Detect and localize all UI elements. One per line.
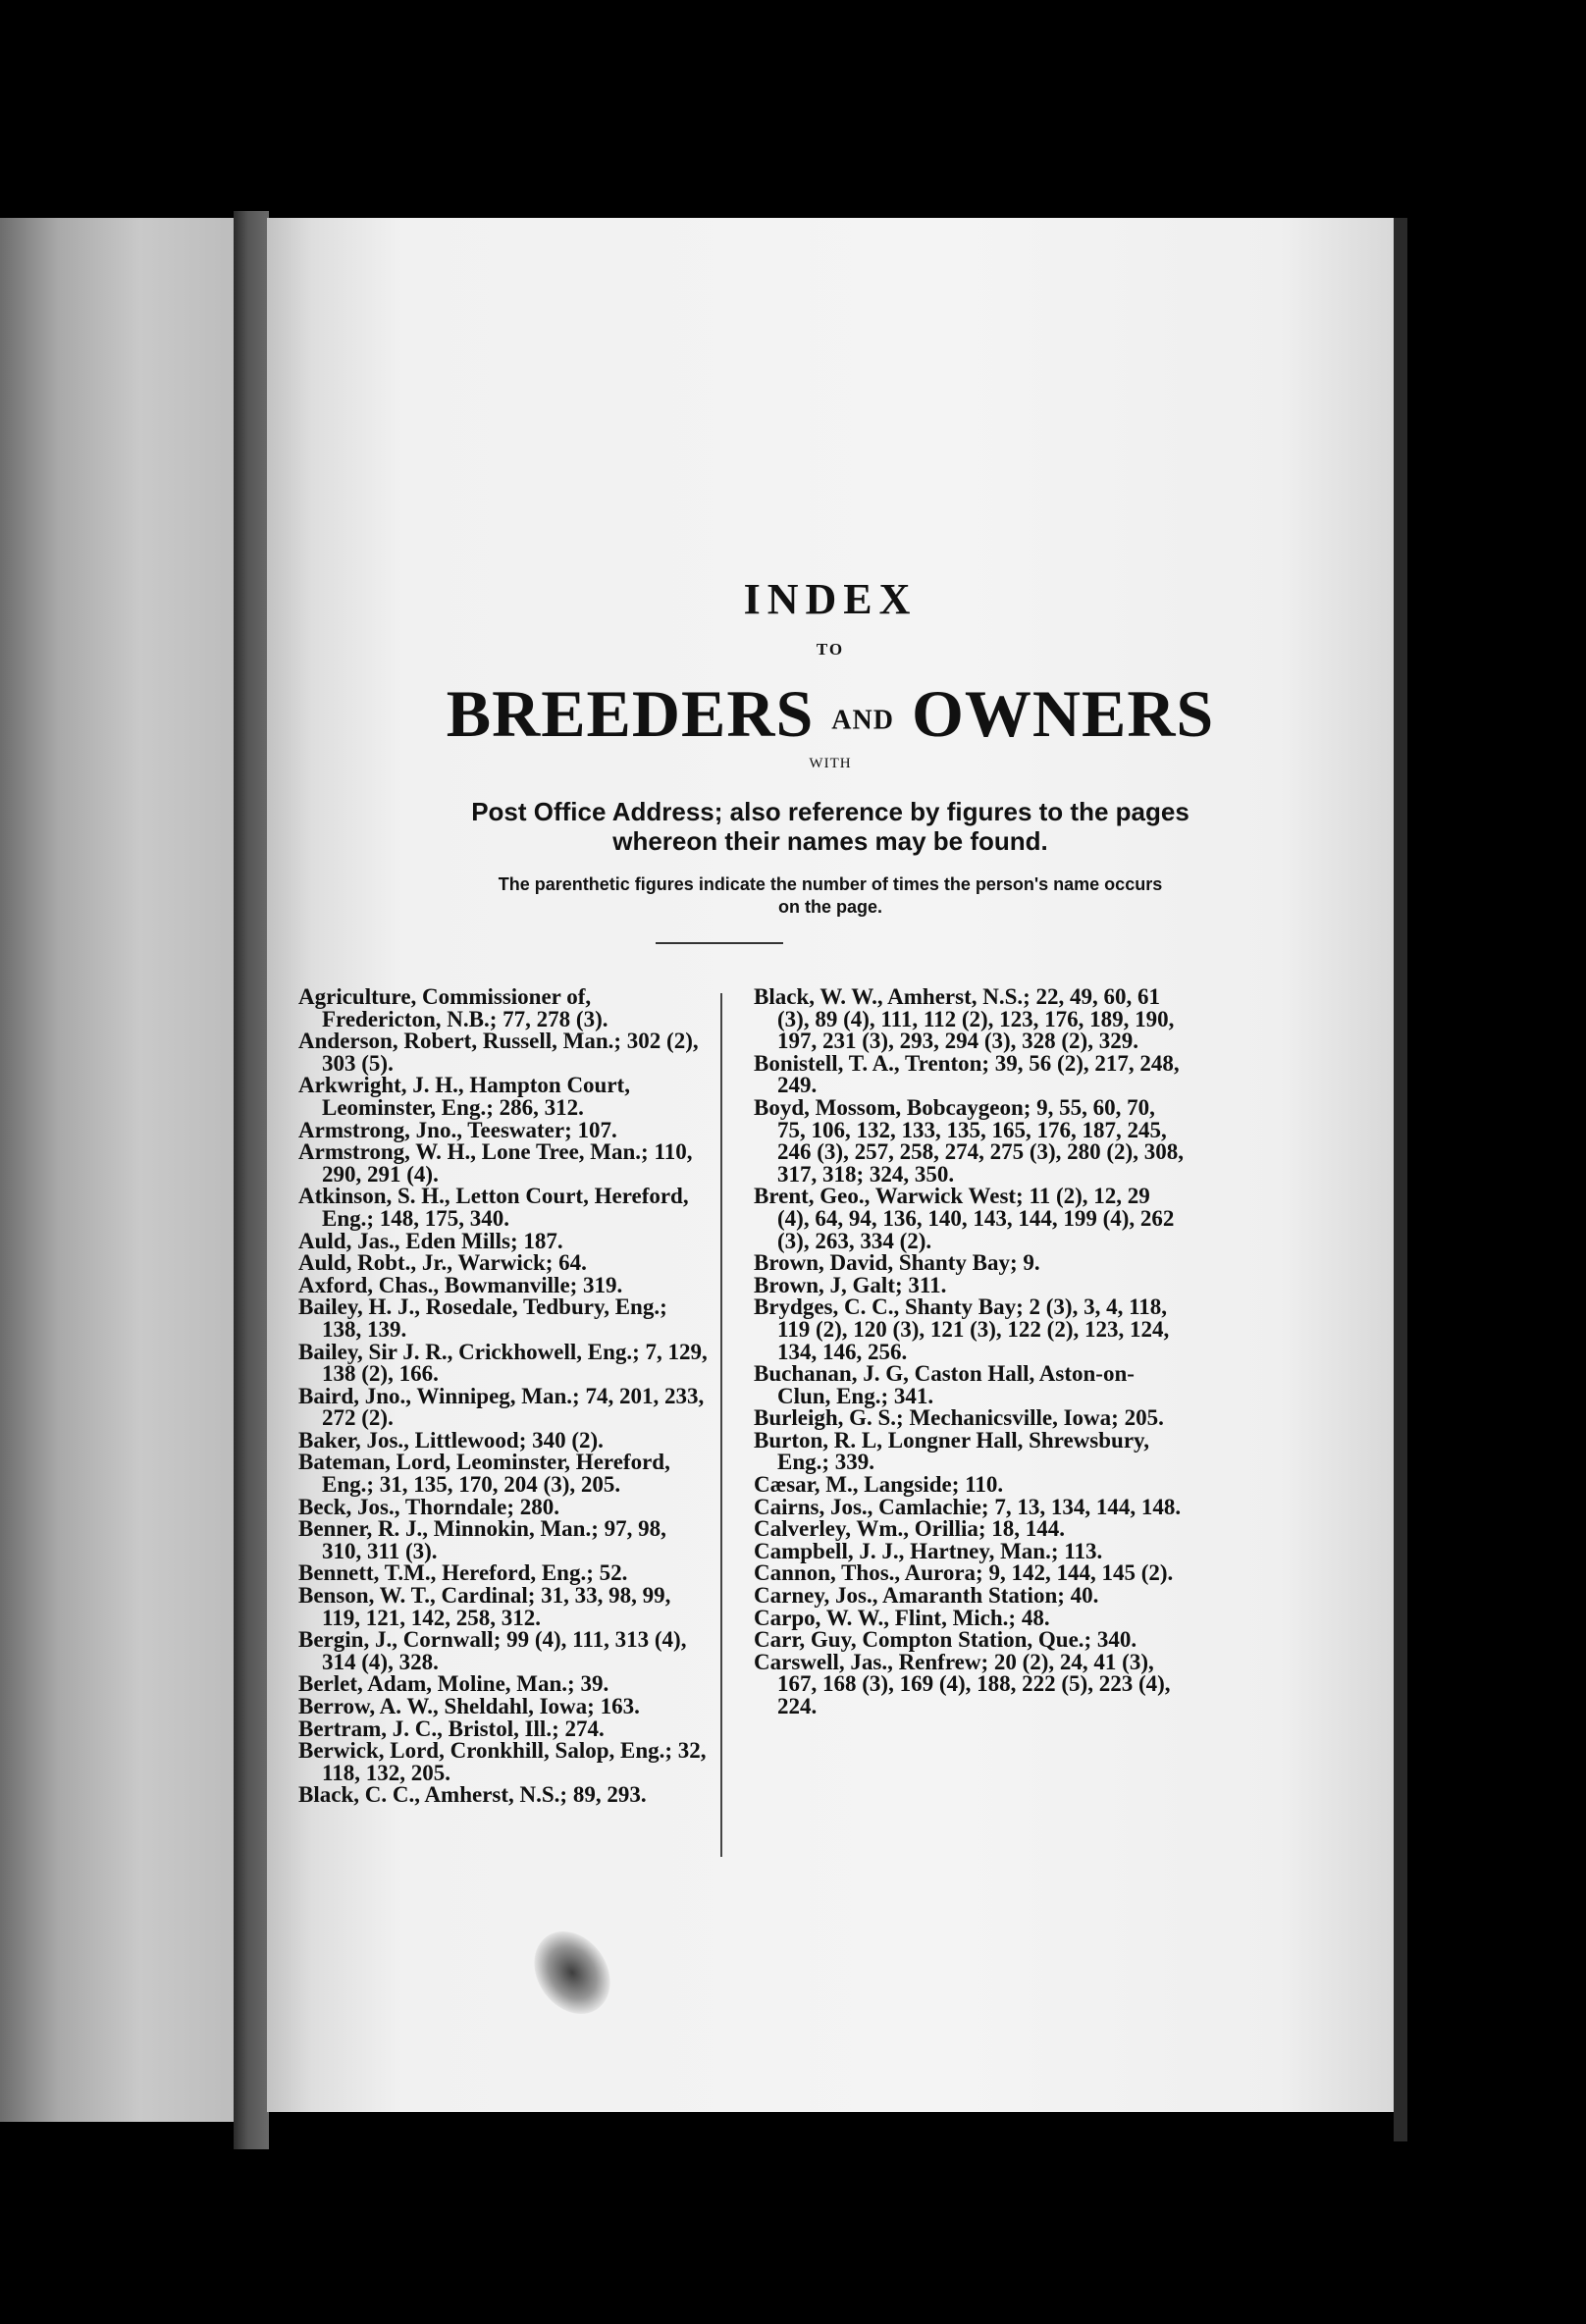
index-entry: Carr, Guy, Compton Station, Que.; 340. xyxy=(754,1627,1137,1653)
index-entry: Armstrong, W. H., Lone Tree, Man.; 110, 290, 291 (4). xyxy=(298,1139,693,1187)
index-entry: Burleigh, G. S.; Mechanicsville, Iowa; 205. xyxy=(754,1405,1164,1431)
page-right-edge xyxy=(1394,218,1407,2141)
index-entry: Burton, R. L, Longner Hall, Shrewsbury, Eng.; 339. xyxy=(754,1427,1150,1475)
index-entry: Brydges, C. C., Shanty Bay; 2 (3), 3, 4, 118, 119 (2), 120 (3), 121 (3), 122 (2), 123, 124, 134, 146, 256. xyxy=(754,1294,1170,1364)
main-heading-breeders: BREEDERS xyxy=(446,676,815,751)
index-entry: Beck, Jos., Thorndale; 280. xyxy=(298,1494,560,1519)
index-entry: Carney, Jos., Amaranth Station; 40. xyxy=(754,1583,1099,1609)
index-entry: Bonistell, T. A., Trenton; 39, 56 (2), 217, 248, 249. xyxy=(754,1050,1180,1098)
main-heading-and: AND xyxy=(831,705,894,736)
index-entry: Axford, Chas., Bowmanville; 319. xyxy=(298,1272,623,1297)
subtitle-line-2: whereon their names may be found. xyxy=(612,826,1048,856)
index-entry: Calverley, Wm., Orillia; 18, 144. xyxy=(754,1516,1066,1542)
index-entry: Black, C. C., Amherst, N.S.; 89, 293. xyxy=(298,1782,647,1808)
index-entry: Bertram, J. C., Bristol, Ill.; 274. xyxy=(298,1716,605,1741)
index-entry: Brown, David, Shanty Bay; 9. xyxy=(754,1250,1040,1276)
main-heading xyxy=(267,675,1394,753)
index-entry: Carpo, W. W., Flint, Mich.; 48. xyxy=(754,1605,1050,1630)
index-column-left xyxy=(298,986,711,1807)
index-entry: Carswell, Jas., Renfrew; 20 (2), 24, 41 (3), 167, 168 (3), 169 (4), 188, 222 (5), 223 (4), 224. xyxy=(754,1649,1171,1718)
index-entry: Atkinson, S. H., Letton Court, Hereford, Eng.; 148, 175, 340. xyxy=(298,1184,689,1231)
index-entry: Baker, Jos., Littlewood; 340 (2). xyxy=(298,1427,604,1452)
index-entry: Baird, Jno., Winnipeg, Man.; 74, 201, 233, 272 (2). xyxy=(298,1383,705,1431)
index-entry: Anderson, Robert, Russell, Man.; 302 (2), 303 (5). xyxy=(298,1029,699,1076)
left-page-edge xyxy=(0,218,234,2122)
title-connector-to: TO xyxy=(816,640,845,659)
index-entry: Agriculture, Commissioner of, Fredericton, N.B.; 77, 278 (3). xyxy=(298,984,608,1031)
index-entry: Berrow, A. W., Sheldahl, Iowa; 163. xyxy=(298,1694,640,1718)
index-entry: Auld, Jas., Eden Mills; 187. xyxy=(298,1228,563,1253)
subtitle xyxy=(267,797,1394,856)
index-entry: Benner, R. J., Minnokin, Man.; 97, 98, 310, 311 (3). xyxy=(298,1516,666,1563)
index-entry: Cairns, Jos., Camlachie; 7, 13, 134, 144, 148. xyxy=(754,1494,1182,1519)
index-entry: Bergin, J., Cornwall; 99 (4), 111, 313 (4), 314 (4), 328. xyxy=(298,1627,687,1674)
index-title: INDEX xyxy=(743,575,918,623)
index-entry: Benson, W. T., Cardinal; 31, 33, 98, 99, 119, 121, 142, 258, 312. xyxy=(298,1583,671,1630)
index-entry: Boyd, Mossom, Bobcaygeon; 9, 55, 60, 70, 75, 106, 132, 133, 135, 165, 176, 187, 245, 246 (3), 257, 258, 274, 275 (3), 280 (2), 308, 317, 318; 324, 350. xyxy=(754,1094,1184,1187)
index-entry: Bennett, T.M., Hereford, Eng.; 52. xyxy=(298,1560,628,1586)
heading-with: WITH xyxy=(809,756,852,771)
index-entry: Cannon, Thos., Aurora; 9, 142, 144, 145 (2). xyxy=(754,1560,1174,1586)
column-divider xyxy=(720,993,722,1857)
index-entry: Arkwright, J. H., Hampton Court, Leominster, Eng.; 286, 312. xyxy=(298,1073,630,1120)
index-entry: Black, W. W., Amherst, N.S.; 22, 49, 60, 61 (3), 89 (4), 111, 112 (2), 123, 176, 189, 190, 197, 231 (3), 293, 294 (3), 328 (2), 329. xyxy=(754,984,1175,1054)
index-entry: Cæsar, M., Langside; 110. xyxy=(754,1472,1004,1498)
index-entry: Armstrong, Jno., Teeswater; 107. xyxy=(298,1117,617,1142)
index-entry: Bateman, Lord, Leominster, Hereford, Eng.; 31, 135, 170, 204 (3), 205. xyxy=(298,1450,670,1498)
index-entry: Buchanan, J. G, Caston Hall, Aston-on-Clun, Eng.; 341. xyxy=(754,1361,1135,1408)
index-entry: Berlet, Adam, Moline, Man.; 39. xyxy=(298,1671,609,1697)
index-entry: Berwick, Lord, Cronkhill, Salop, Eng.; 32, 118, 132, 205. xyxy=(298,1738,707,1785)
subtitle-line-1: Post Office Address; also reference by figures to the pages xyxy=(471,797,1190,826)
index-column-right xyxy=(754,986,1186,1718)
index-entry: Brown, J, Galt; 311. xyxy=(754,1272,947,1297)
heading-rule xyxy=(656,942,783,944)
index-entry: Campbell, J. J., Hartney, Man.; 113. xyxy=(754,1538,1103,1563)
index-entry: Bailey, Sir J. R., Crickhowell, Eng.; 7, 129, 138 (2), 166. xyxy=(298,1339,708,1387)
index-entry: Brent, Geo., Warwick West; 11 (2), 12, 29 (4), 64, 94, 136, 140, 143, 144, 199 (4), 262 (3), 263, 334 (2). xyxy=(754,1184,1175,1253)
index-entry: Auld, Robt., Jr., Warwick; 64. xyxy=(298,1250,587,1276)
note-line-1: The parenthetic figures indicate the number of times the person's name occurs xyxy=(498,874,1163,894)
note-line-2: on the page. xyxy=(777,897,882,917)
book-gutter xyxy=(234,211,269,2149)
parenthetic-note xyxy=(267,873,1394,919)
index-entry: Bailey, H. J., Rosedale, Tedbury, Eng.; 138, 139. xyxy=(298,1294,667,1342)
main-heading-owners: OWNERS xyxy=(911,676,1215,751)
